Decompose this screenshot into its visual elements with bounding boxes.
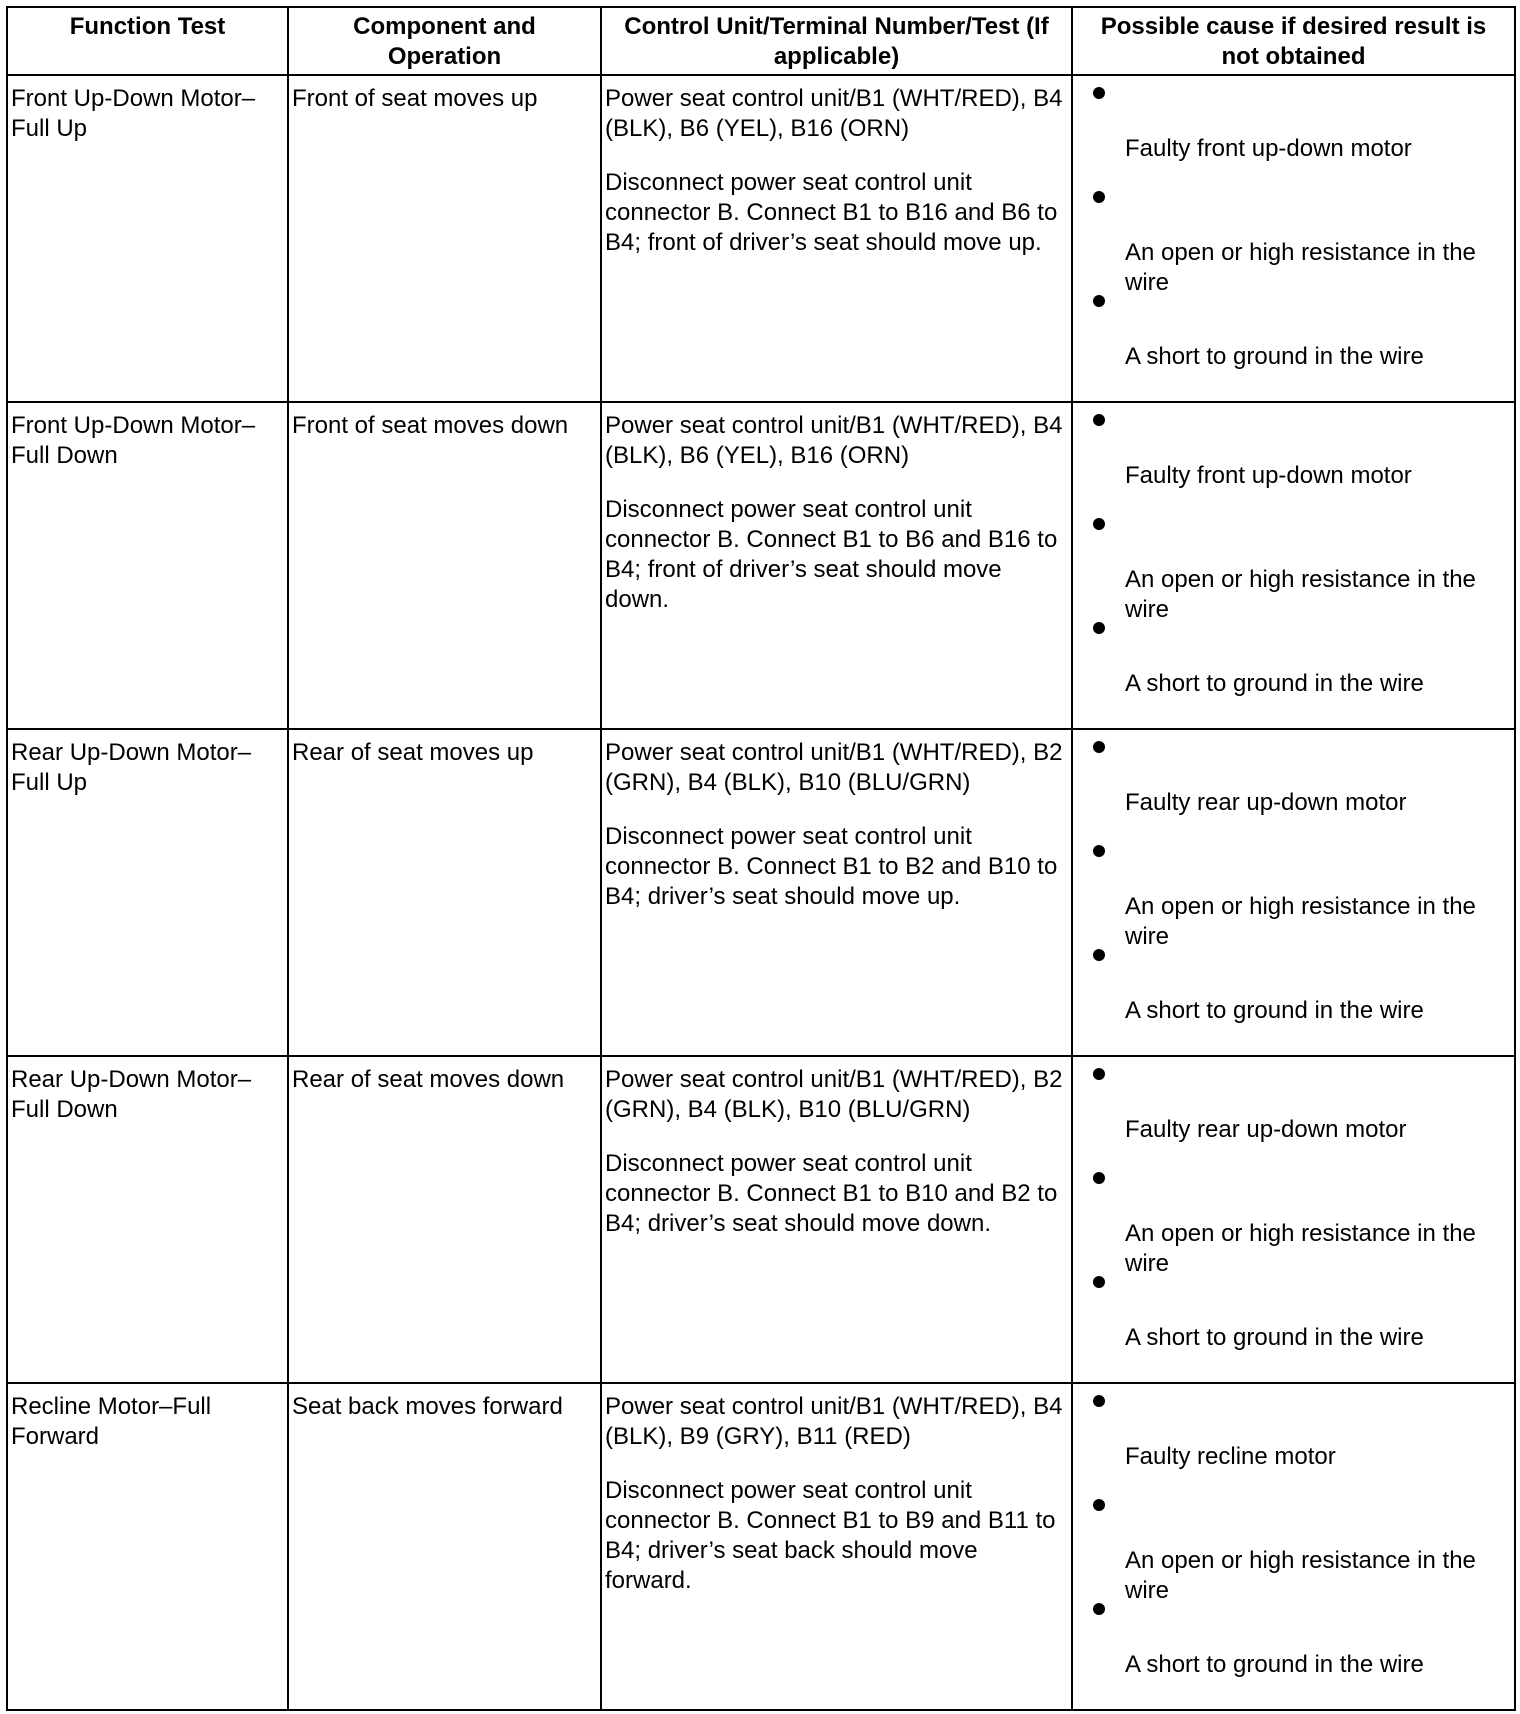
header-control-unit-terminal-test: Control Unit/Terminal Number/Test (If applicable) <box>601 7 1072 75</box>
component-cell <box>288 402 601 729</box>
table-row <box>7 75 1515 402</box>
cause-text: Faulty front up-down motor <box>1125 462 1412 489</box>
function-test-name: Recline Motor–Full Forward <box>11 1393 212 1450</box>
cause-text: An open or high resistance in the wire <box>1125 893 1476 950</box>
function-test-name: Front Up-Down Motor–Full Down <box>11 412 256 469</box>
test-procedure: Disconnect power seat control unit connector B. Connect B1 to B6 and B16 to B4; front of driver’s seat should move down. <box>605 496 1058 613</box>
bullet-icon <box>1093 518 1105 530</box>
component-cell <box>288 729 601 1056</box>
cause-item <box>1073 834 1514 950</box>
function-cell <box>7 729 288 1056</box>
possible-cause-cell <box>1072 402 1515 729</box>
bullet-icon <box>1093 1395 1105 1407</box>
cause-item <box>1073 611 1514 697</box>
component-operation: Front of seat moves down <box>292 412 569 439</box>
table-row <box>7 1056 1515 1383</box>
cause-text: Faulty rear up-down motor <box>1125 789 1407 816</box>
component-operation: Front of seat moves up <box>292 85 538 112</box>
possible-cause-cell <box>1072 729 1515 1056</box>
cause-item <box>1073 180 1514 296</box>
function-test-table <box>6 6 1516 1711</box>
component-operation: Rear of seat moves up <box>292 739 534 766</box>
terminal-test-cell <box>601 402 1072 729</box>
terminal-list: Power seat control unit/B1 (WHT/RED), B2 (GRN), B4 (BLK), B10 (BLU/GRN) <box>605 739 1063 796</box>
function-test-name: Rear Up-Down Motor–Full Up <box>11 739 252 796</box>
terminal-test-cell <box>601 1383 1072 1710</box>
bullet-icon <box>1093 845 1105 857</box>
component-cell <box>288 1383 601 1710</box>
table-body <box>7 75 1515 1710</box>
terminal-test-cell <box>601 1056 1072 1383</box>
cause-item <box>1073 284 1514 370</box>
cause-list <box>1073 730 1514 1024</box>
function-cell <box>7 402 288 729</box>
cause-list <box>1073 1384 1514 1678</box>
bullet-icon <box>1093 1172 1105 1184</box>
test-procedure: Disconnect power seat control unit connector B. Connect B1 to B2 and B10 to B4; driver’s seat should move up. <box>605 823 1058 910</box>
cause-item <box>1073 938 1514 1024</box>
table-row <box>7 729 1515 1056</box>
component-cell <box>288 1056 601 1383</box>
terminal-list: Power seat control unit/B1 (WHT/RED), B4 (BLK), B6 (YEL), B16 (ORN) <box>605 85 1063 142</box>
bullet-icon <box>1093 295 1105 307</box>
function-cell <box>7 1056 288 1383</box>
test-procedure: Disconnect power seat control unit connector B. Connect B1 to B16 and B6 to B4; front of driver’s seat should move up. <box>605 169 1058 256</box>
cause-list <box>1073 76 1514 370</box>
cause-item <box>1073 730 1514 834</box>
terminal-list: Power seat control unit/B1 (WHT/RED), B4 (BLK), B6 (YEL), B16 (ORN) <box>605 412 1063 469</box>
bullet-icon <box>1093 1276 1105 1288</box>
terminal-list: Power seat control unit/B1 (WHT/RED), B4 (BLK), B9 (GRY), B11 (RED) <box>605 1393 1063 1450</box>
bullet-icon <box>1093 87 1105 99</box>
function-cell <box>7 1383 288 1710</box>
table-row <box>7 402 1515 729</box>
bullet-icon <box>1093 414 1105 426</box>
bullet-icon <box>1093 741 1105 753</box>
cause-text: A short to ground in the wire <box>1125 1651 1424 1678</box>
bullet-icon <box>1093 191 1105 203</box>
cause-item <box>1073 507 1514 623</box>
cause-text: An open or high resistance in the wire <box>1125 566 1476 623</box>
bullet-icon <box>1093 1068 1105 1080</box>
cause-text: Faulty recline motor <box>1125 1443 1336 1470</box>
cause-item <box>1073 1057 1514 1161</box>
cause-item <box>1073 1161 1514 1277</box>
cause-text: An open or high resistance in the wire <box>1125 1547 1476 1604</box>
possible-cause-cell <box>1072 75 1515 402</box>
cause-text: A short to ground in the wire <box>1125 1324 1424 1351</box>
cause-item <box>1073 76 1514 180</box>
cause-text: Faulty front up-down motor <box>1125 135 1412 162</box>
terminal-list: Power seat control unit/B1 (WHT/RED), B2 (GRN), B4 (BLK), B10 (BLU/GRN) <box>605 1066 1063 1123</box>
bullet-icon <box>1093 622 1105 634</box>
cause-item <box>1073 403 1514 507</box>
cause-list <box>1073 403 1514 697</box>
test-procedure: Disconnect power seat control unit connector B. Connect B1 to B9 and B11 to B4; driver’s seat back should move forward. <box>605 1477 1056 1594</box>
terminal-test-cell <box>601 75 1072 402</box>
cause-text: A short to ground in the wire <box>1125 343 1424 370</box>
header-row <box>7 7 1515 75</box>
cause-item <box>1073 1384 1514 1488</box>
component-operation: Rear of seat moves down <box>292 1066 565 1093</box>
header-component-operation: Component and Operation <box>288 7 601 75</box>
bullet-icon <box>1093 949 1105 961</box>
function-test-name: Front Up-Down Motor–Full Up <box>11 85 256 142</box>
component-operation: Seat back moves forward <box>292 1393 563 1420</box>
cause-item <box>1073 1265 1514 1351</box>
header-function-test: Function Test <box>7 7 288 75</box>
cause-item <box>1073 1488 1514 1604</box>
function-test-name: Rear Up-Down Motor–Full Down <box>11 1066 252 1123</box>
function-cell <box>7 75 288 402</box>
cause-item <box>1073 1592 1514 1678</box>
cause-text: An open or high resistance in the wire <box>1125 239 1476 296</box>
cause-text: Faulty rear up-down motor <box>1125 1116 1407 1143</box>
cause-text: A short to ground in the wire <box>1125 997 1424 1024</box>
terminal-test-cell <box>601 729 1072 1056</box>
header-possible-cause: Possible cause if desired result is not obtained <box>1072 7 1515 75</box>
component-cell <box>288 75 601 402</box>
bullet-icon <box>1093 1499 1105 1511</box>
cause-list <box>1073 1057 1514 1351</box>
cause-text: An open or high resistance in the wire <box>1125 1220 1476 1277</box>
cause-text: A short to ground in the wire <box>1125 670 1424 697</box>
bullet-icon <box>1093 1603 1105 1615</box>
table-row <box>7 1383 1515 1710</box>
possible-cause-cell <box>1072 1056 1515 1383</box>
possible-cause-cell <box>1072 1383 1515 1710</box>
test-procedure: Disconnect power seat control unit connector B. Connect B1 to B10 and B2 to B4; driver’s seat should move down. <box>605 1150 1058 1237</box>
